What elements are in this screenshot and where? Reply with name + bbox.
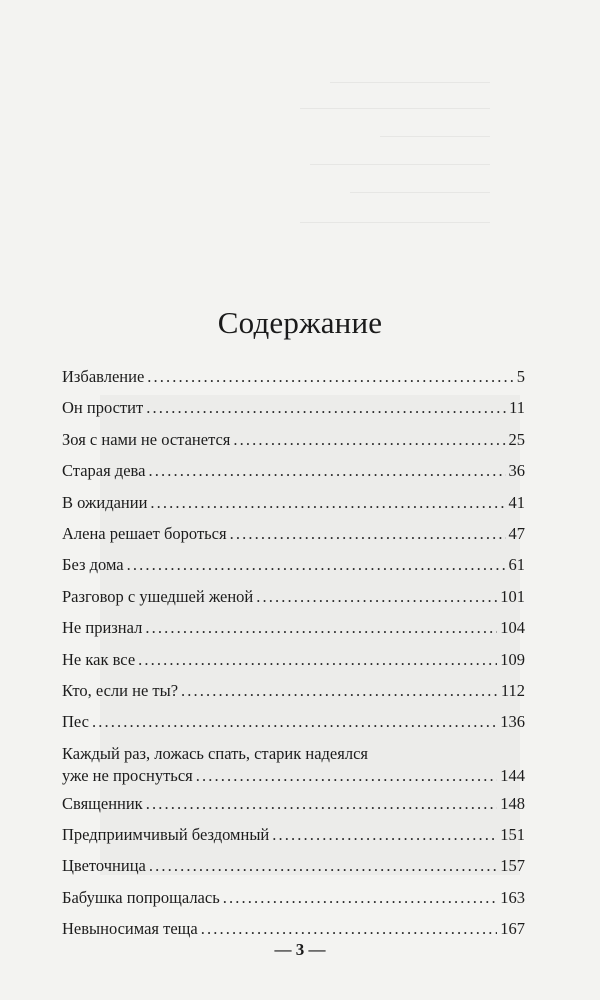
toc-entry-title: Предприимчивый бездомный bbox=[62, 825, 270, 845]
dot-leader bbox=[146, 399, 506, 417]
toc-entry-page: 25 bbox=[508, 429, 525, 449]
toc-entry-page: 163 bbox=[500, 887, 525, 907]
dot-leader bbox=[145, 619, 497, 637]
toc-entry[interactable] bbox=[62, 857, 525, 888]
toc-entry-page: 136 bbox=[500, 712, 525, 732]
toc-entry[interactable] bbox=[62, 889, 525, 920]
dot-leader bbox=[272, 826, 497, 844]
dot-leader bbox=[147, 368, 513, 386]
dot-leader bbox=[256, 588, 497, 606]
toc-entry-page: 101 bbox=[500, 586, 525, 606]
toc-entry-page: 144 bbox=[500, 765, 525, 785]
toc-entry-title-line2: уже не проснуться bbox=[62, 765, 193, 785]
dot-leader bbox=[138, 651, 497, 669]
toc-entry-page: 148 bbox=[500, 793, 525, 813]
dot-leader bbox=[201, 920, 498, 938]
toc-entry[interactable] bbox=[62, 368, 525, 399]
toc-entry[interactable] bbox=[62, 826, 525, 857]
toc-entry-title: Не как все bbox=[62, 649, 136, 669]
toc-entry-title: Старая дева bbox=[62, 461, 146, 481]
toc-entry[interactable] bbox=[62, 431, 525, 462]
dot-leader bbox=[181, 682, 498, 700]
toc-entry-page: 151 bbox=[500, 825, 525, 845]
toc-entry-title: Пес bbox=[62, 712, 89, 732]
toc-entry[interactable] bbox=[62, 795, 525, 826]
toc-entry-page: 109 bbox=[500, 649, 525, 669]
dot-leader bbox=[196, 767, 498, 785]
page-number: — 3 — bbox=[274, 940, 326, 959]
toc-entry[interactable] bbox=[62, 462, 525, 493]
toc-entry-page: 41 bbox=[508, 492, 525, 512]
toc-entry-title: В ожидании bbox=[62, 492, 148, 512]
page-title: Содержание bbox=[217, 305, 383, 340]
toc-entry-title: Священник bbox=[62, 793, 143, 813]
toc-entry[interactable] bbox=[62, 745, 525, 795]
toc-entry-title: Не признал bbox=[62, 618, 143, 638]
toc-entry-title: Невыносимая теща bbox=[62, 919, 198, 939]
toc-entry-page: 36 bbox=[508, 461, 525, 481]
toc-entry-page: 11 bbox=[509, 398, 525, 418]
toc-entry-page: 5 bbox=[516, 367, 525, 386]
dot-leader bbox=[233, 431, 505, 449]
toc-entry-page: 167 bbox=[500, 919, 525, 939]
toc-entry-page: 157 bbox=[500, 856, 525, 876]
toc-entry[interactable] bbox=[62, 588, 525, 619]
toc-entry-title: Алена решает бороться bbox=[62, 523, 227, 543]
dot-leader bbox=[127, 556, 506, 574]
toc-entry-page: 61 bbox=[508, 555, 525, 575]
toc-entry-page: 104 bbox=[500, 618, 525, 638]
toc-entry-title: Кто, если не ты? bbox=[62, 680, 179, 700]
toc-entry-page: 47 bbox=[508, 523, 525, 543]
toc-entry-title: Зоя с нами не останется bbox=[62, 429, 231, 449]
toc-entry-title: Бабушка попрощалась bbox=[62, 887, 220, 907]
toc-entry[interactable] bbox=[62, 556, 525, 587]
dot-leader bbox=[148, 462, 505, 480]
toc-entry[interactable] bbox=[62, 619, 525, 650]
dot-leader bbox=[149, 857, 497, 875]
toc-entry[interactable] bbox=[62, 494, 525, 525]
toc-entry-page: 112 bbox=[500, 680, 525, 700]
dot-leader bbox=[92, 713, 497, 731]
dot-leader bbox=[230, 525, 506, 543]
dot-leader bbox=[223, 889, 498, 907]
toc-entry[interactable] bbox=[62, 399, 525, 430]
toc-entry-title: Он простит bbox=[62, 398, 144, 418]
toc-entry-title-line1: Каждый раз, ложась спать, старик надеялся bbox=[62, 743, 368, 763]
table-of-contents bbox=[62, 368, 525, 952]
dot-leader bbox=[146, 795, 498, 813]
toc-entry[interactable] bbox=[62, 525, 525, 556]
toc-entry[interactable] bbox=[62, 682, 525, 713]
dot-leader bbox=[150, 494, 505, 512]
toc-entry-title: Избавление bbox=[62, 367, 145, 386]
toc-entry-title: Без дома bbox=[62, 555, 124, 575]
toc-entry[interactable] bbox=[62, 651, 525, 682]
toc-entry[interactable] bbox=[62, 713, 525, 744]
toc-entry-title: Разговор с ушедшей женой bbox=[62, 586, 254, 606]
toc-entry-title: Цветочница bbox=[62, 856, 146, 876]
